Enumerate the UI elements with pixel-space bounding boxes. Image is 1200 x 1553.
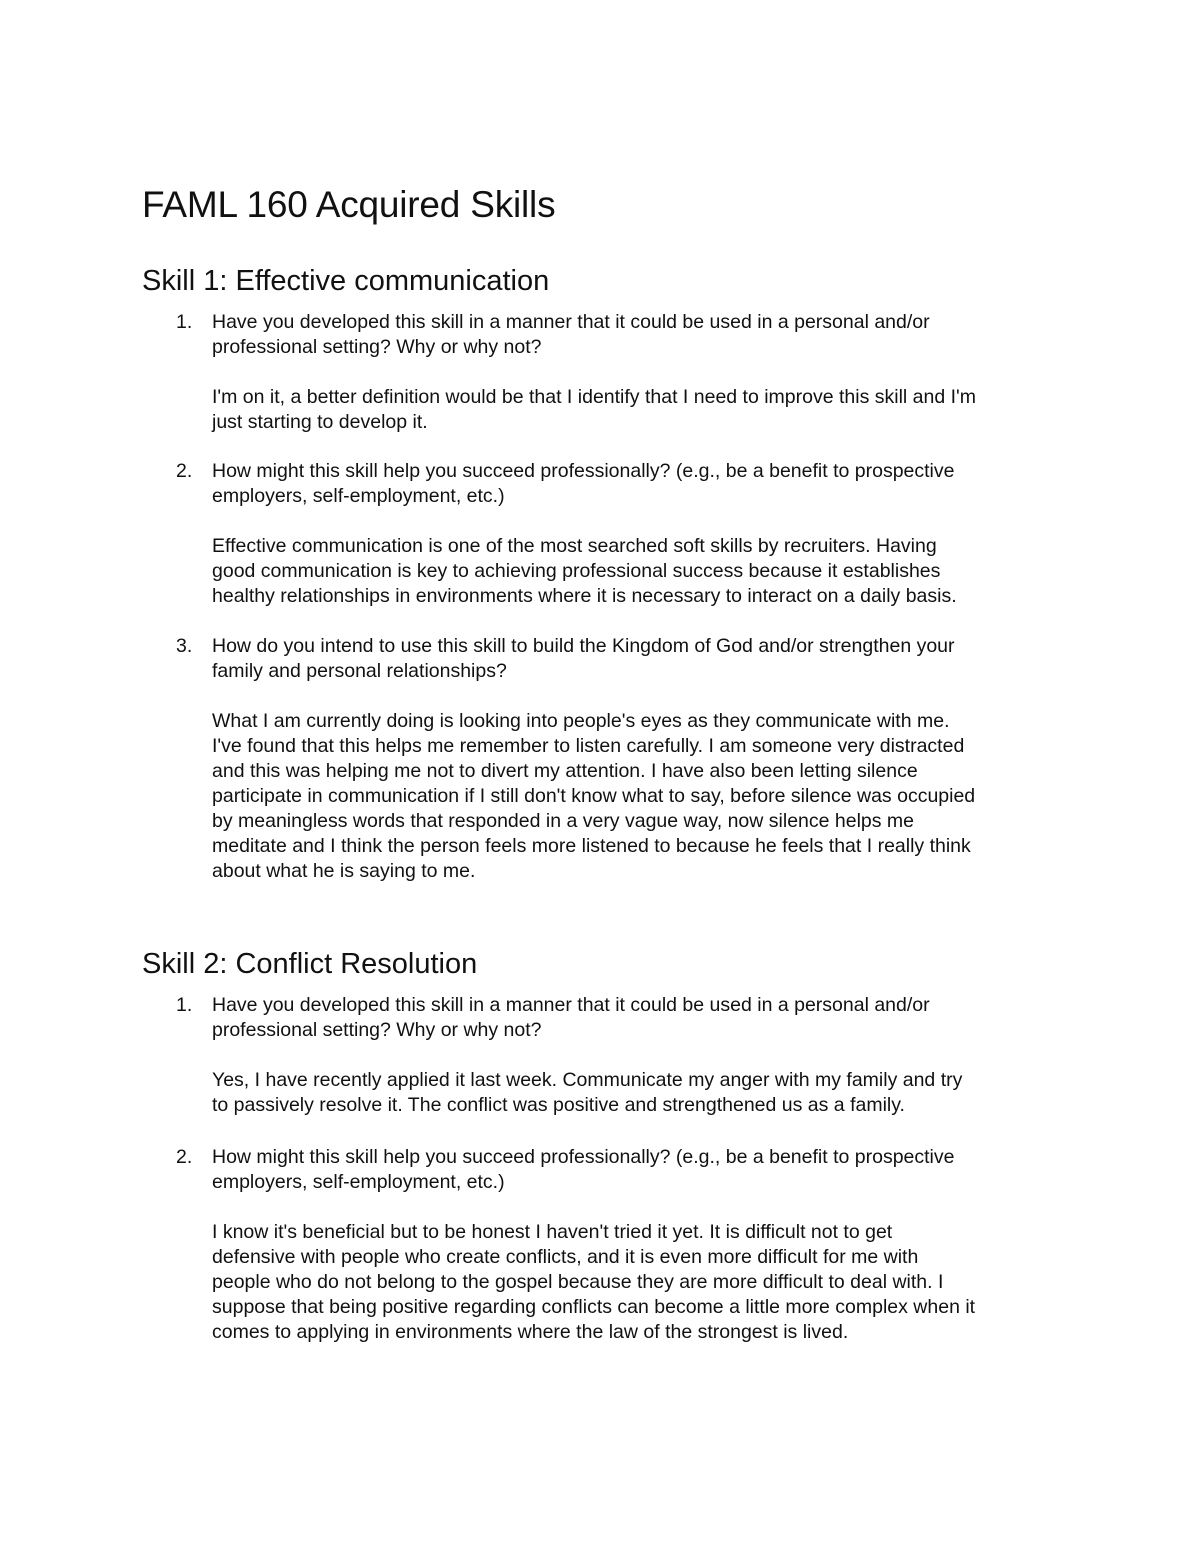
answer-line: comes to applying in environments where the law of the strongest is lived. [212, 1321, 849, 1343]
question-line: Have you developed this skill in a manner that it could be used in a personal and/or [212, 994, 930, 1016]
answer-line: I'm on it, a better definition would be that I identify that I need to improve this skill and I'm [212, 386, 977, 408]
list-item-number: 2. [176, 1146, 193, 1168]
question-line: employers, self-employment, etc.) [212, 485, 505, 507]
list-item-number: 1. [176, 311, 193, 333]
answer-line: meditate and I think the person feels more listened to because he feels that I really think [212, 835, 971, 857]
answer-line: participate in communication if I still don't know what to say, before silence was occupied [212, 785, 976, 807]
answer-line: defensive with people who create conflicts, and it is even more difficult for me with [212, 1246, 919, 1268]
answer-line: suppose that being positive regarding conflicts can become a little more complex when it [212, 1296, 976, 1318]
answer-line: just starting to develop it. [212, 411, 428, 433]
document-title: FAML 160 Acquired Skills [142, 184, 556, 225]
section-heading: Skill 1: Effective communication [142, 265, 550, 297]
answer-line: and this was helping me not to divert my attention. I have also been letting silence [212, 760, 918, 782]
list-item-number: 1. [176, 994, 193, 1016]
list-item-number: 3. [176, 635, 193, 657]
answer-line: What I am currently doing is looking into people's eyes as they communicate with me. [212, 710, 950, 732]
question-line: How do you intend to use this skill to build the Kingdom of God and/or strengthen your [212, 635, 955, 657]
question-line: How might this skill help you succeed professionally? (e.g., be a benefit to prospective [212, 1146, 955, 1168]
answer-line: good communication is key to achieving professional success because it establishes [212, 560, 941, 582]
answer-line: about what he is saying to me. [212, 860, 476, 882]
question-line: employers, self-employment, etc.) [212, 1171, 505, 1193]
section-heading: Skill 2: Conflict Resolution [142, 948, 478, 980]
question-line: professional setting? Why or why not? [212, 336, 542, 358]
answer-line: by meaningless words that responded in a very vague way, now silence helps me [212, 810, 915, 832]
list-item-number: 2. [176, 460, 193, 482]
answer-line: Effective communication is one of the most searched soft skills by recruiters. Having [212, 535, 937, 557]
answer-line: I've found that this helps me remember to listen carefully. I am someone very distracted [212, 735, 965, 757]
answer-line: I know it's beneficial but to be honest I haven't tried it yet. It is difficult not to get [212, 1221, 893, 1243]
question-line: Have you developed this skill in a manner that it could be used in a personal and/or [212, 311, 930, 333]
answer-line: Yes, I have recently applied it last week. Communicate my anger with my family and try [212, 1069, 963, 1091]
answer-line: healthy relationships in environments where it is necessary to interact on a daily basis. [212, 585, 957, 607]
question-line: family and personal relationships? [212, 660, 507, 682]
question-line: How might this skill help you succeed professionally? (e.g., be a benefit to prospective [212, 460, 955, 482]
answer-line: to passively resolve it. The conflict was positive and strengthened us as a family. [212, 1094, 905, 1116]
answer-line: people who do not belong to the gospel because they are more difficult to deal with. I [212, 1271, 944, 1293]
question-line: professional setting? Why or why not? [212, 1019, 542, 1041]
